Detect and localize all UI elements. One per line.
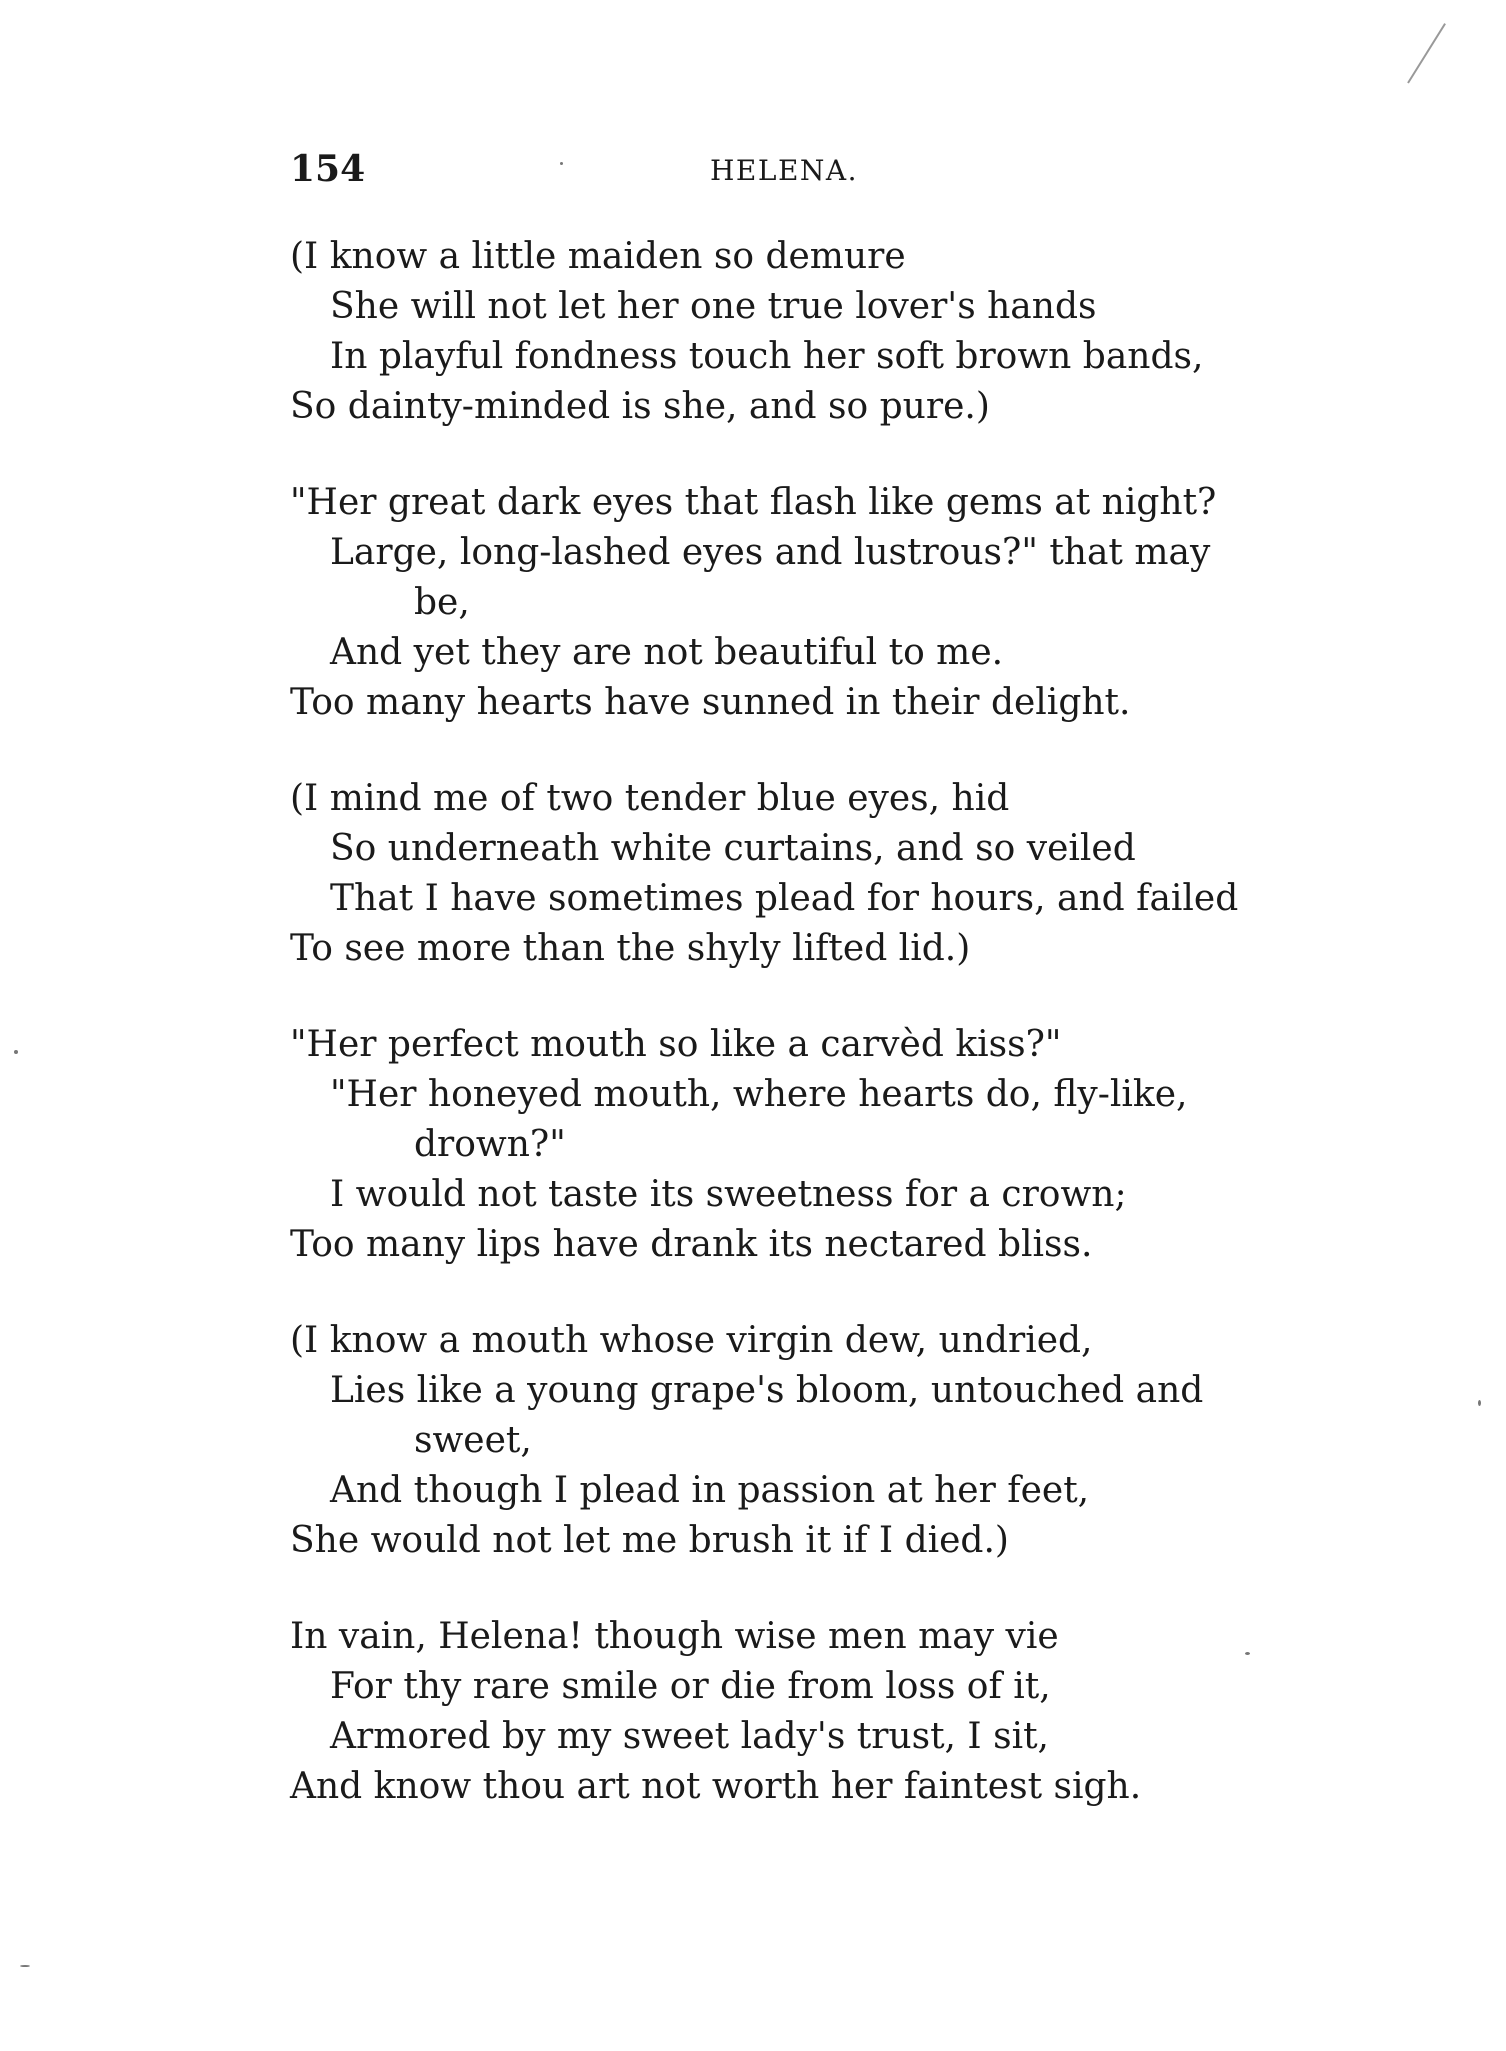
verse-line: Large, long-lashed eyes and lustrous?" that may — [330, 532, 1211, 573]
scan-speck — [1478, 1400, 1481, 1406]
verse-line: So underneath white curtains, and so veiled — [330, 828, 1136, 869]
verse-line: "Her perfect mouth so like a carvèd kiss?" — [290, 1024, 1062, 1065]
scan-mark — [1407, 23, 1446, 83]
verse-line: I would not taste its sweetness for a crown; — [330, 1174, 1127, 1215]
verse-line: And yet they are not beautiful to me. — [330, 632, 1004, 673]
verse-line: That I have sometimes plead for hours, and failed — [330, 878, 1239, 919]
page-header — [290, 148, 1290, 198]
page-number: 154 — [290, 148, 366, 190]
verse-line: For thy rare smile or die from loss of it, — [330, 1666, 1051, 1707]
scan-speck — [20, 1965, 30, 1967]
poem-body — [290, 232, 1290, 1858]
verse-line: And know thou art not worth her faintest sigh. — [290, 1766, 1142, 1807]
stanza — [290, 1316, 1290, 1566]
verse-line-turnover: be, — [414, 582, 470, 623]
verse-line: She would not let me brush it if I died.) — [290, 1520, 1009, 1561]
verse-line: She will not let her one true lover's hands — [330, 286, 1097, 327]
scan-speck — [14, 1050, 18, 1054]
verse-line: To see more than the shyly lifted lid.) — [290, 928, 971, 969]
verse-line: (I know a little maiden so demure — [290, 236, 906, 277]
verse-line: And though I plead in passion at her feet, — [330, 1470, 1090, 1511]
verse-line: (I mind me of two tender blue eyes, hid — [290, 778, 1010, 819]
verse-line: Too many hearts have sunned in their delight. — [290, 682, 1131, 723]
verse-line: In vain, Helena! though wise men may vie — [290, 1616, 1059, 1657]
verse-line: Too many lips have drank its nectared bliss. — [290, 1224, 1093, 1265]
stanza — [290, 232, 1290, 432]
running-title: HELENA. — [710, 154, 859, 187]
stanza — [290, 1020, 1290, 1270]
verse-line: Armored by my sweet lady's trust, I sit, — [330, 1716, 1049, 1757]
verse-line-turnover: drown?" — [414, 1124, 566, 1165]
verse-line: (I know a mouth whose virgin dew, undried, — [290, 1320, 1093, 1361]
verse-line: In playful fondness touch her soft brown bands, — [330, 336, 1204, 377]
verse-line: "Her honeyed mouth, where hearts do, fly-like, — [330, 1074, 1188, 1115]
scan-speck — [1245, 1652, 1250, 1655]
stanza — [290, 1612, 1290, 1812]
stanza — [290, 478, 1290, 728]
verse-line: "Her great dark eyes that flash like gems at night? — [290, 482, 1217, 523]
scan-speck — [560, 162, 563, 165]
verse-line: Lies like a young grape's bloom, untouched and — [330, 1370, 1204, 1411]
verse-line-turnover: sweet, — [414, 1420, 532, 1461]
stanza — [290, 774, 1290, 974]
verse-line: So dainty-minded is she, and so pure.) — [290, 386, 990, 427]
